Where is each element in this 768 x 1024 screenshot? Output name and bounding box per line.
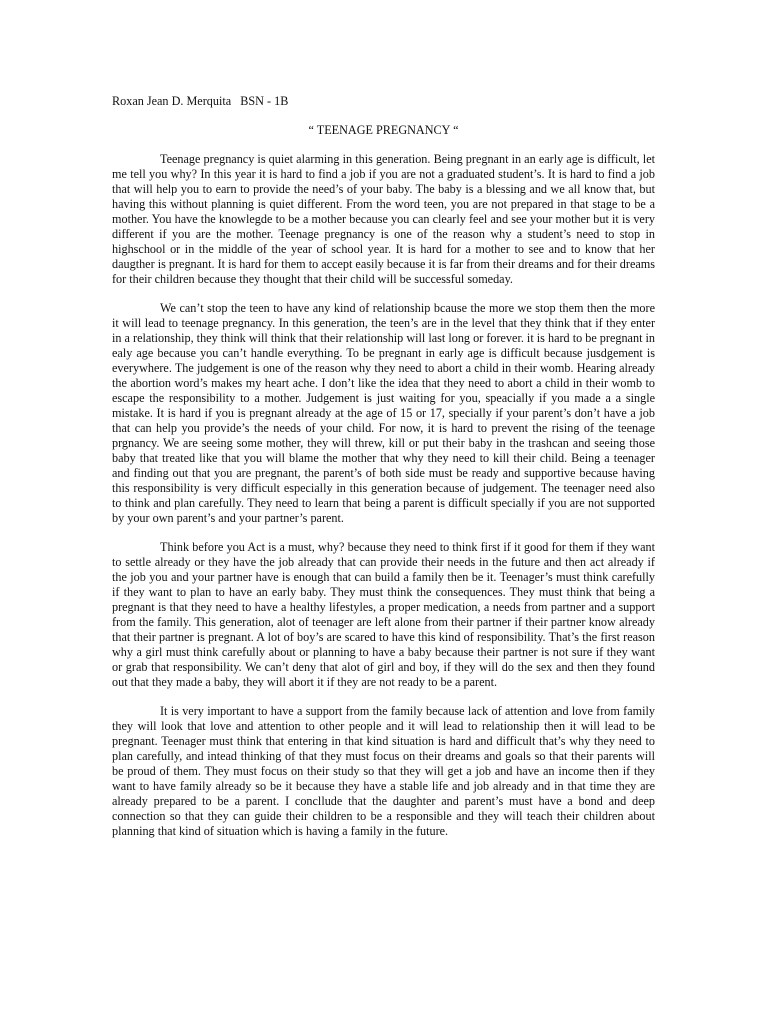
paragraph-4: It is very important to have a support from the family because lack of attention and love from family they will look that love and attention to other people and it will lead to relationship then it will lead to be pregnant. Teenager must think that entering in that kind situation is hard and difficult that’s why they need to plan carefully, and intead thinking of that they must focus on their dreams and goals so that their parents will be proud of them. They must focus on their study so that they will get a job and have an income then if they want to have family already so be it because they have a stable life and job already and in that time they are already prepared to be a parent. I concllude that the daughter and parent’s must have a bond and deep connection so that they can guide their children to be a responsible and they will teach their children about planning that kind of situation which is having a family in the future. <box>112 704 655 838</box>
paragraph-2: We can’t stop the teen to have any kind of relationship bcause the more we stop them then the more it will lead to teenage pregnancy. In this generation, the teen’s are in the level that they think that if they enter in a relationship, they think will think that their relationship will last long or forever. it is hard to be pregnant in ealy age because you can’t handle everything. To be pregnant in early age is difficult because jusdgement is everywhere. The judgement is one of the reason why they need to abort a child in their womb. Hearing already the abortion word’s makes my heart ache. I don’t like the idea that they need to abort a child in their womb to escape the responsibility to a mother. Judgement is just waiting for you, speacially if you made a a single mistake. It is hard if you is pregnant already at the age of 15 or 17, specially if your parent’s don’t have a job that can help you provide’s the needs of your child. For now, it is hard to prevent the rising of the teenage prgnancy. We are seeing some mother, they will threw, kill or put their baby in the trashcan and seeing those baby that treated like that you will blame the mother that why they need to kill their child. Being a teenager and finding out that you are pregnant, the parent’s of both side must be ready and supportive because having this responsibility is very difficult especially in this generation because of judgement. The teenager need also to think and plan carefully. They need to learn that being a parent is difficult specially if you are not supported by your own parent’s and your partner’s parent. <box>112 301 655 525</box>
author-header: Roxan Jean D. Merquita BSN - 1B <box>112 94 289 108</box>
paragraph-3: Think before you Act is a must, why? because they need to think first if it good for them if they want to settle already or they have the job already that can provide their needs in the future and then act already if the job you and your partner have is enough that can build a family then be it. Teenager’s must think carefully if they want to plan to have an early baby. They must think the consequences. They must think that being a pregnant is that they need to have a healthy lifestyles, a proper medication, a needs from partner and a support from the family. This generation, alot of teenager are left alone from their partner if their partner know already that their partner is pregnant. A lot of boy’s are scared to have this kind of responsibility. That’s the first reason why a girl must think carefully about or planning to have a baby because their partner is not sure if they want or grab that responsibility. We can’t deny that alot of girl and boy, if they will do the sex and then they found out that they made a baby, they will abort it if they are not ready to be a parent. <box>112 540 655 689</box>
paragraph-1: Teenage pregnancy is quiet alarming in this generation. Being pregnant in an early age is difficult, let me tell you why? In this year it is hard to find a job if you are not a graduated student’s. It is hard to find a job that will help you to earn to provide the need’s of your baby. The baby is a blessing and we all know that, but having this without planning is quiet different. From the word teen, you are not prepared in that stage to be a mother. You have the knowlegde to be a mother because you can clearly feel and see your mother but it is very different if you are the mother. Teenage pregnancy is one of the reason why a student’s need to stop in highschool or in the middle of the year of school year. It is hard for a mother to see and to know that her daugther is pregnant. It is hard for them to accept easily because it is far from their dreams and for their dreams for their children because they thought that their child will be successful someday. <box>112 152 655 286</box>
document-page <box>112 94 655 853</box>
essay-title: “ TEENAGE PREGNANCY “ <box>308 123 459 137</box>
